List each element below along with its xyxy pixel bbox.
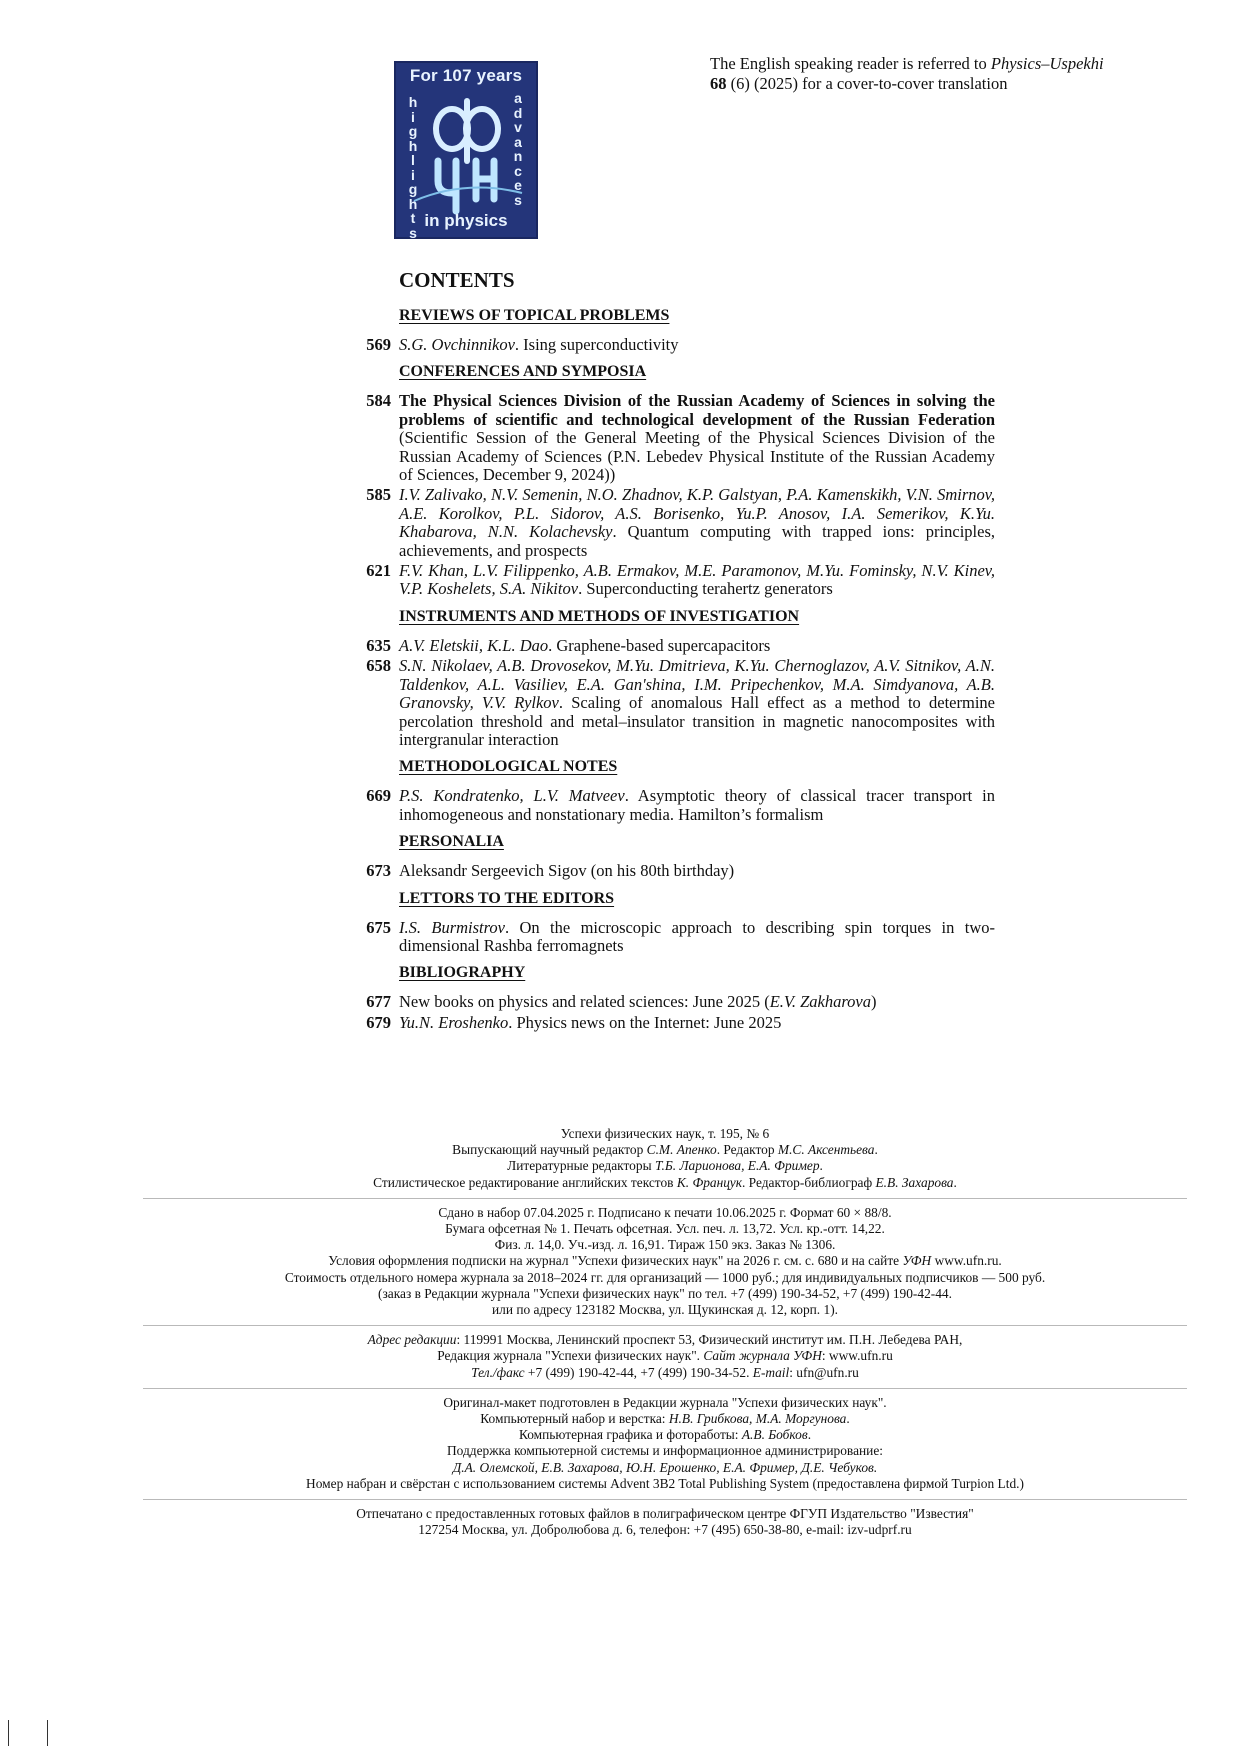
divider — [143, 1388, 1187, 1389]
imprint-name: С.М. Апенко — [646, 1142, 717, 1158]
section-header: LETTORS TO THE EDITORS — [399, 889, 615, 907]
entry-bold-title: The Physical Sciences Division of the Russian Academy of Sciences in solving the problems of scientific and technological development of the Russian Federation — [399, 391, 995, 429]
entry-title: . Physics news on the Internet: June 2025 — [508, 1012, 782, 1032]
imprint-editors — [143, 1123, 1187, 1196]
logo-letter: h — [408, 137, 418, 154]
contents-entry[interactable] — [359, 1014, 995, 1032]
entry-authors: S.G. Ovchinnikov — [399, 335, 515, 354]
imprint-line — [143, 1427, 1187, 1443]
entry-authors: A.V. Eletskii, K.L. Dao — [399, 635, 549, 655]
imprint-name: Е.В. Захарова — [875, 1174, 954, 1190]
entry-authors: I.S. Burmistrov — [399, 917, 506, 937]
logo-letter: d — [513, 104, 523, 121]
imprint-printer — [143, 1503, 1187, 1543]
page-number: 673 — [366, 861, 391, 881]
section-header: CONFERENCES AND SYMPOSIA — [399, 363, 647, 381]
entry-title-after: ) — [871, 992, 877, 1012]
imprint-text: Условия оформления подписки на журнал "Успехи физических наук" на 2026 г. см. с. 680 и на сайте — [328, 1253, 903, 1269]
page-number: 585 — [366, 485, 391, 505]
logo-letter: s — [514, 191, 522, 208]
logo-letter: n — [513, 148, 523, 164]
imprint-line: Успехи физических наук, т. 195, № 6 — [560, 1126, 770, 1141]
logo-letter: h — [408, 195, 418, 212]
page-number: 584 — [366, 391, 391, 411]
contents-entry[interactable] — [359, 336, 995, 354]
imprint-line — [143, 1253, 1187, 1269]
logo-letter: a — [514, 133, 522, 150]
imprint-line: (заказ в Редакции журнала "Успехи физических наук" по тел. +7 (499) 190-34-52, +7 (499) 190-42-44. — [378, 1285, 952, 1301]
contents-entry[interactable] — [359, 486, 995, 560]
section-header: METHODOLOGICAL NOTES — [399, 758, 618, 776]
translation-note-text: The English speaking reader is referred to — [710, 54, 991, 73]
imprint-line — [143, 1460, 1187, 1476]
imprint-text: . — [819, 1158, 823, 1174]
crop-marks — [0, 1720, 60, 1750]
translation-journal-name: Physics–Uspekhi — [990, 54, 1104, 73]
imprint-text: . — [807, 1427, 812, 1443]
entry-authors: Yu.N. Eroshenko — [399, 1012, 509, 1032]
imprint-text: +7 (499) 190-42-44, +7 (499) 190-34-52. — [524, 1364, 753, 1380]
imprint-line: Номер набран и свёрстан с использованием системы Advent 3B2 Total Publishing System (предоставлена фирмой Turpion Ltd.) — [306, 1475, 1024, 1491]
entry-title: (Scientific Session of the General Meeting of the Physical Sciences Division of the Russian Academy of Sciences (P.N. Lebedev Physical Institute of the Russian Academy of Sciences, December 9, 2024)) — [399, 428, 995, 485]
logo-letter: g — [408, 181, 418, 197]
logo-letter: l — [411, 152, 415, 168]
entry-title: . Asymptotic theory of classical tracer transport in inhomogeneous and nonstationary media. Hamilton’s formalism — [399, 786, 995, 824]
crop-mark — [47, 1720, 48, 1746]
imprint-label: Адрес редакции — [367, 1332, 457, 1348]
page-number: 675 — [366, 917, 391, 937]
imprint-text: www.ufn.ru. — [931, 1253, 1002, 1269]
translation-volume: 68 — [710, 74, 727, 93]
imprint-label: E-mail — [752, 1364, 790, 1380]
logo-letter: i — [411, 108, 415, 125]
entry-title: . Superconducting terahertz generators — [578, 579, 833, 599]
imprint-line — [143, 1332, 1187, 1348]
entry-title: . Ising superconductivity — [514, 335, 679, 354]
entry-title: . Scaling of anomalous Hall effect as a method to determine percolation threshold and metal–insulator transition in magnetic nanocomposites with intergranular interaction — [399, 693, 995, 749]
entry-authors: F.V. Khan, L.V. Filippenko, A.B. Ermakov, M.E. Paramonov, M.Yu. Fominsky, N.V. Kinev, V.P. Koshelets, S.A. Nikitov — [399, 561, 995, 599]
table-of-contents — [359, 268, 995, 1034]
imprint-name: М.С. Аксентьева — [777, 1142, 875, 1158]
imprint-text: Выпускающий научный редактор — [452, 1142, 647, 1158]
section-header: REVIEWS OF TOPICAL PROBLEMS — [399, 307, 670, 324]
imprint-text: Компьютерный набор и верстка: — [480, 1411, 669, 1427]
contents-entry[interactable] — [359, 787, 995, 824]
contents-entry[interactable] — [359, 993, 995, 1011]
imprint-line: Физ. л. 14,0. Уч.-изд. л. 16,91. Тираж 150 экз. Заказ № 1306. — [494, 1237, 836, 1253]
imprint-text: Стилистическое редактирование английских текстов — [373, 1174, 677, 1190]
imprint-line — [143, 1158, 1187, 1174]
imprint-text: . Редактор-библиограф — [741, 1174, 876, 1190]
imprint-line: или по адресу 123182 Москва, ул. Щукинская д. 12, корп. 1). — [491, 1302, 839, 1318]
imprint-name: А.В. Бобков — [741, 1427, 808, 1443]
logo-bottom-text: in physics — [424, 211, 508, 230]
entry-title: . Graphene-based supercapacitors — [548, 635, 771, 655]
imprint-text: Литературные редакторы — [507, 1158, 655, 1174]
imprint-name: К. Францук — [676, 1174, 742, 1190]
logo-letter: a — [514, 90, 522, 106]
entry-title: Aleksandr Sergeevich Sigov (on his 80th birthday) — [399, 861, 735, 881]
imprint-line — [143, 1175, 1187, 1191]
logo-top-text: For 107 years — [409, 66, 523, 85]
entry-authors: S.N. Nikolaev, A.B. Drovosekov, M.Yu. Dmitrieva, K.Yu. Chernoglazov, A.V. Sitnikov, A.N. Taldenkov, A.L. Vasiliev, E.A. Gan'shina, I.M. Pripechenkov, M.A. Simdyanova, A.B. Granovsky, V.V. Rylkov — [399, 656, 995, 713]
logo-letter: s — [409, 224, 417, 239]
contents-entry[interactable] — [359, 392, 995, 484]
contents-entry[interactable] — [359, 562, 995, 599]
page-number: 621 — [366, 561, 391, 581]
contents-entry[interactable] — [359, 919, 995, 956]
divider — [143, 1499, 1187, 1500]
imprint-line: Отпечатано с предоставленных готовых файлов в полиграфическом центре ФГУП Издательство "Известия" — [356, 1506, 974, 1522]
page-number: 635 — [366, 635, 391, 655]
translation-note-text: (6) (2025) for a cover-to-cover translation — [726, 74, 1008, 93]
page-number: 677 — [366, 992, 391, 1012]
entry-title: . On the microscopic approach to describing spin torques in two-dimensional Rashba ferromagnets — [399, 917, 995, 955]
imprint-name: Т.Б. Ларионова, Е.А. Фример — [654, 1158, 820, 1174]
contents-entry[interactable] — [359, 637, 995, 655]
section-header: PERSONALIA — [399, 833, 504, 851]
translation-note — [710, 54, 1180, 94]
imprint-text: . — [953, 1174, 957, 1190]
imprint-line — [143, 1348, 1187, 1364]
logo-letter: e — [514, 177, 522, 193]
imprint-line — [143, 1411, 1187, 1427]
contents-entry[interactable] — [359, 657, 995, 749]
crop-mark — [8, 1720, 9, 1746]
logo-letter: t — [410, 210, 416, 226]
imprint-text: : 119991 Москва, Ленинский проспект 53, Физический институт им. П.Н. Лебедева РАН, — [456, 1332, 963, 1348]
journal-logo — [394, 61, 538, 239]
logo-vertical-advances — [511, 91, 525, 207]
entry-authors: I.V. Zalivako, N.V. Semenin, N.O. Zhadnov, K.P. Galstyan, P.A. Kamenskikh, V.N. Smirnov, A.E. Korolkov, P.L. Sidorov, A.S. Borisenko, Yu.P. Anosov, I.A. Semerikov, K.Yu. Khabarova, N.N. Kolachevsky — [399, 485, 995, 542]
imprint-line: Бумага офсетная № 1. Печать офсетная. Усл. печ. л. 13,72. Усл. кр.-отт. 14,22. — [445, 1221, 885, 1237]
imprint-text: . — [874, 1142, 878, 1158]
imprint-text: Компьютерная графика и фоторaботы: — [518, 1427, 742, 1443]
imprint-label: Сайт журнала УФН — [703, 1348, 822, 1364]
imprint-line: 127254 Москва, ул. Добролюбова д. 6, телефон: +7 (495) 650-38-80, e-mail: izv-udprf.ru — [418, 1522, 912, 1538]
imprint-text: . Редактор — [716, 1142, 778, 1158]
imprint-name: Н.В. Грибкова, М.А. Моргунова — [668, 1411, 847, 1427]
page-number: 658 — [366, 656, 391, 676]
divider — [143, 1198, 1187, 1199]
logo-letter: h — [408, 94, 418, 110]
entry-title: New books on physics and related sciences: June 2025 ( — [399, 992, 770, 1012]
imprint-line — [143, 1365, 1187, 1381]
entry-title: . Quantum computing with trapped ions: principles, achievements, and prospects — [399, 522, 995, 560]
imprint-name: УФН — [902, 1253, 932, 1269]
entry-authors: P.S. Kondratenko, L.V. Matveev — [399, 786, 625, 806]
section-header: INSTRUMENTS AND METHODS OF INVESTIGATION — [399, 607, 800, 625]
logo-letter: g — [408, 123, 418, 139]
logo-letter: i — [411, 166, 415, 183]
imprint-line: Оригинал-макет подготовлен в Редакции журнала "Успехи физических наук". — [443, 1394, 887, 1410]
imprint-line: Поддержка компьютерной системы и информационное администрирование: — [446, 1443, 884, 1459]
imprint-line: Стоимость отдельного номера журнала за 2018–2024 гг. для организаций — 1000 руб.; для индивидуальных подписчиков — 500 руб. — [284, 1269, 1046, 1285]
imprint-print-details — [143, 1202, 1187, 1323]
logo-letter: c — [514, 162, 522, 179]
imprint-text: Редакция журнала "Успехи физических наук". — [437, 1348, 704, 1364]
imprint-text: . — [846, 1411, 850, 1427]
page-number: 669 — [366, 786, 391, 806]
imprint-text: : ufn@ufn.ru — [789, 1364, 859, 1380]
contents-entry[interactable] — [359, 862, 995, 880]
imprint-line: Сдано в набор 07.04.2025 г. Подписано к печати 10.06.2025 г. Формат 60 × 88/8. — [438, 1204, 892, 1220]
contents-title: CONTENTS — [399, 268, 515, 292]
imprint-address — [143, 1329, 1187, 1386]
imprint-production — [143, 1392, 1187, 1497]
page-number: 569 — [366, 335, 391, 354]
logo-letter: v — [514, 119, 522, 135]
section-header: BIBLIOGRAPHY — [399, 964, 526, 982]
entry-authors: E.V. Zakharova — [769, 992, 871, 1012]
divider — [143, 1325, 1187, 1326]
imprint-label: Тел./факс — [471, 1364, 525, 1380]
imprint-line — [143, 1142, 1187, 1158]
imprint-text: : www.ufn.ru — [821, 1348, 893, 1364]
page-number: 679 — [366, 1012, 391, 1032]
imprint-name: Д.А. Олемской, Е.В. Захарова, Ю.Н. Ерошенко, Е.А. Фример, Д.Е. Чебуков. — [452, 1459, 878, 1475]
imprint — [143, 1123, 1187, 1543]
